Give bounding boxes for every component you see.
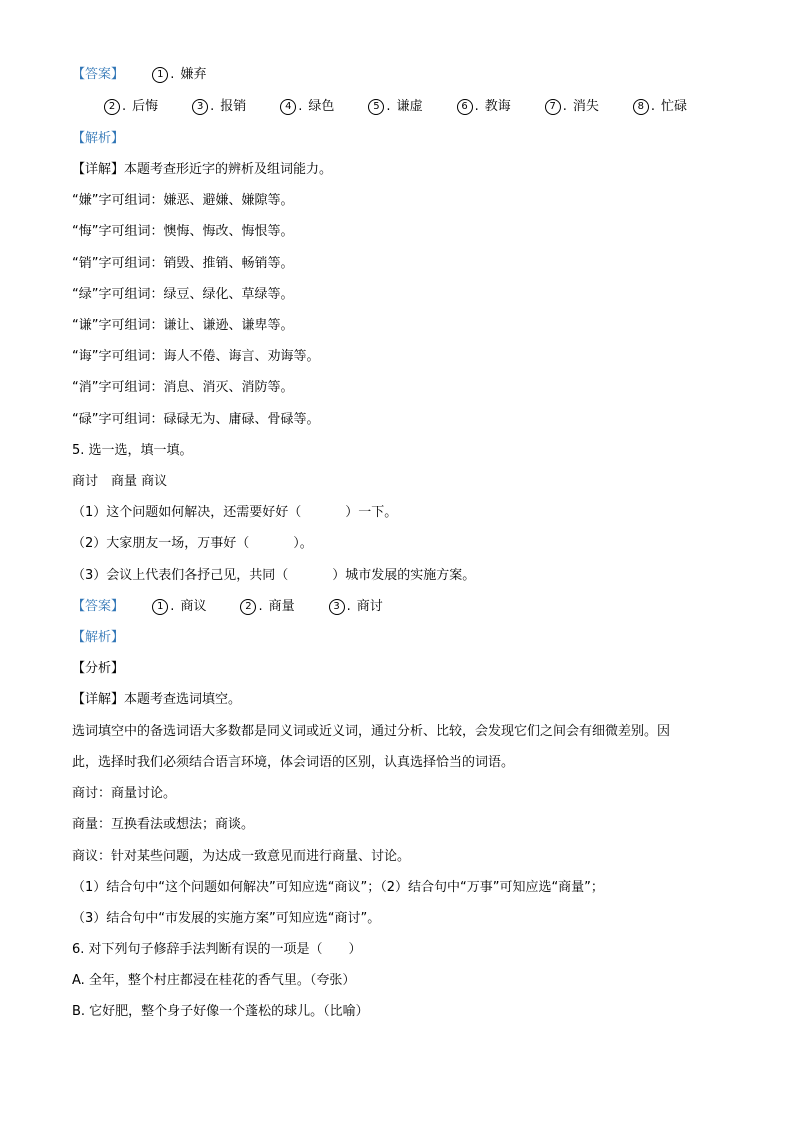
q4-line: “消”字可组词：消息、消灭、消防等。 xyxy=(72,380,294,395)
q4-line: “碌”字可组词：碌碌无为、庸碌、骨碌等。 xyxy=(72,412,320,427)
q5-expl-2: （3）结合句中“市发展的实施方案”可知应选“商讨”。 xyxy=(72,911,381,926)
q4-answer-8: 8 . 忙碌 xyxy=(633,98,687,116)
q5-def-3: 商议：针对某些问题，为达成一致意见而进行商量、讨论。 xyxy=(72,849,411,864)
q5-answer-tag: 【答案】 xyxy=(72,599,125,614)
q5-para-2: 此，选择时我们必须结合语言环境，体会词语的区别，认真选择恰当的词语。 xyxy=(72,755,515,770)
q5-answer-3: 3 . 商讨 xyxy=(329,598,383,616)
q5-sentence-2: （2）大家朋友一场，万事好（ ）。 xyxy=(72,536,313,551)
q5-options: 商讨 商量 商议 xyxy=(72,474,168,489)
q4-line: “嫌”字可组词：嫌恶、避嫌、嫌隙等。 xyxy=(72,193,294,208)
q5-answer-1: 1 . 商议 xyxy=(152,598,236,616)
q5-def-1: 商讨：商量讨论。 xyxy=(72,786,177,801)
q5-answer-2: 2 . 商量 xyxy=(240,598,324,616)
q4-answer-7: 7 . 消失 xyxy=(545,98,629,116)
q4-answer-line xyxy=(72,66,206,84)
q4-line: “谦”字可组词：谦让、谦逊、谦卑等。 xyxy=(72,318,294,333)
q5-fenxi: 【分析】 xyxy=(72,661,125,676)
q6-option-b: B. 它好肥，整个身子好像一个蓬松的球儿。（比喻） xyxy=(72,1004,369,1019)
q5-def-2: 商量：互换看法或想法；商谈。 xyxy=(72,817,255,832)
q5-sentence-3: （3）会议上代表们各抒己见，共同（ ）城市发展的实施方案。 xyxy=(72,568,476,583)
q4-line: “销”字可组词：销毁、推销、畅销等。 xyxy=(72,256,294,271)
q5-analysis-tag: 【解析】 xyxy=(72,630,125,645)
q5-sentence-1: （1）这个问题如何解决，还需要好好（ ）一下。 xyxy=(72,505,398,520)
q4-detail: 【详解】本题考查形近字的辨析及组词能力。 xyxy=(72,162,333,177)
q5-answer-line xyxy=(72,598,383,616)
q4-answer-3: 3 . 报销 xyxy=(192,98,276,116)
q4-line: “诲”字可组词：诲人不倦、诲言、劝诲等。 xyxy=(72,349,320,364)
q4-answer-5: 5 . 谦虚 xyxy=(368,98,452,116)
q6-title: 6. 对下列句子修辞手法判断有误的一项是（ ） xyxy=(72,942,362,957)
q4-answer-tag: 【答案】 xyxy=(72,67,125,82)
q5-detail: 【详解】本题考查选词填空。 xyxy=(72,692,242,707)
q4-analysis-tag: 【解析】 xyxy=(72,131,125,146)
q5-para-1: 选词填空中的备选词语大多数都是同义词或近义词，通过分析、比较，会发现它们之间会有细微差别。因 xyxy=(72,724,671,739)
q4-line: “悔”字可组词：懊悔、悔改、悔恨等。 xyxy=(72,224,294,239)
q4-answer-6: 6 . 教诲 xyxy=(457,98,541,116)
q5-title: 5. 选一选，填一填。 xyxy=(72,443,193,458)
q6-option-a: A. 全年，整个村庄都浸在桂花的香气里。（夸张） xyxy=(72,973,356,988)
q5-expl-1: （1）结合句中“这个问题如何解决”可知应选“商议”；（2）结合句中“万事”可知应选“商量”； xyxy=(72,880,604,895)
q4-answer-2: 2 . 后悔 xyxy=(104,98,188,116)
q4-answer-4: 4 . 绿色 xyxy=(280,98,364,116)
q4-answer-line-2 xyxy=(104,98,687,116)
q4-line: “绿”字可组词：绿豆、绿化、草绿等。 xyxy=(72,287,294,302)
circled-number: 1 xyxy=(152,67,168,83)
q4-answer-1: 1 . 嫌弃 xyxy=(152,66,206,84)
